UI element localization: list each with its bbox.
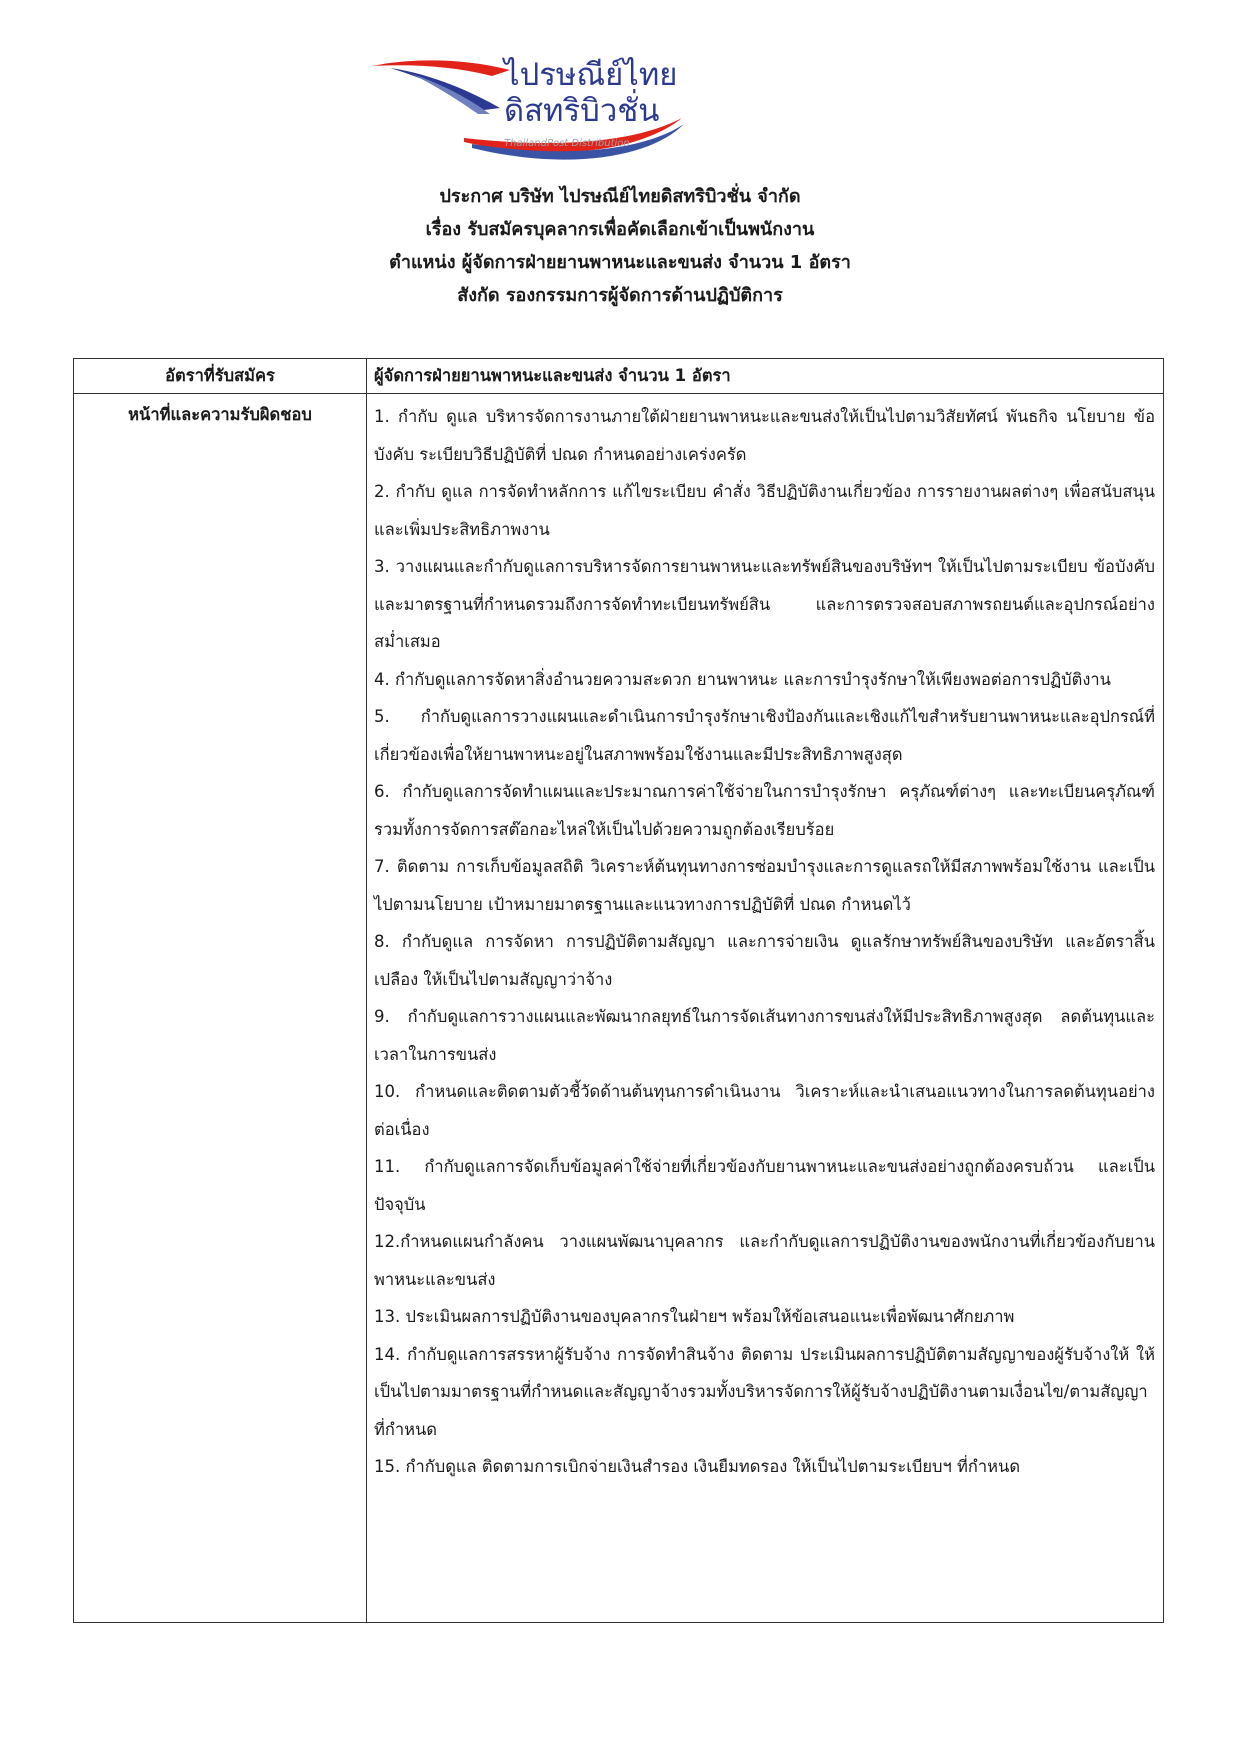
duty-item-11: 11. กำกับดูแลการจัดเก็บข้อมูลค่าใช้จ่ายที่เกี่ยวข้องกับยานพาหนะและขนส่งอย่างถูกต้องครบถ้วน และเป็นปัจจุบัน xyxy=(374,1157,1155,1214)
duty-item-4: 4. กำกับดูแลการจัดหาสิ่งอำนวยความสะดวก ยานพาหนะ และการบำรุงรักษาให้เพียงพอต่อการปฏิบัติงาน xyxy=(374,669,1111,689)
header-cell-position: ผู้จัดการฝ่ายยานพาหนะและขนส่ง จำนวน 1 อัตรา xyxy=(367,359,1164,394)
heading-title: ประกาศ บริษัท ไปรษณีย์ไทยดิสทริบิวชั่น จำกัด xyxy=(439,186,801,207)
logo-text-line2: ดิสทริบิวชั่น xyxy=(504,93,660,129)
header-cell-rate: อัตราที่รับสมัคร xyxy=(74,359,367,394)
company-logo xyxy=(372,52,772,164)
duty-item-14: 14. กำกับดูแลการสรรหาผู้รับจ้าง การจัดทำสินจ้าง ติดตาม ประเมินผลการปฏิบัติตามสัญญาของผู้รับจ้างให้ ให้เป็นไปตามมาตรฐานที่กำหนดและสัญญาจ้างรวมทั้งบริหารจัดการให้ผู้รับจ้างปฏิบัติงานตามเงื่อนไข/ตามสัญญาที่กำหนด xyxy=(374,1344,1155,1439)
duty-item-3: 3. วางแผนและกำกับดูแลการบริหารจัดการยานพาหนะและทรัพย์สินของบริษัทฯ ให้เป็นไปตามระเบียบ ข้อบังคับและมาตรฐานที่กำหนดรวมถึงการจัดทำทะเบียนทรัพย์สิน และการตรวจสอบสภาพรถยนต์และอุปกรณ์อย่างสม่ำเสมอ xyxy=(374,557,1155,651)
duty-item-6: 6. กำกับดูแลการจัดทำแผนและประมาณการค่าใช้จ่ายในการบำรุงรักษา ครุภัณฑ์ต่างๆ และทะเบียนครุภัณฑ์ รวมทั้งการจัดการสต๊อกอะไหล่ให้เป็นไปด้วยความถูกต้องเรียบร้อย xyxy=(374,782,1155,839)
heading-position: ตำแหน่ง ผู้จัดการฝ่ายยานพาหนะและขนส่ง จำนวน 1 อัตรา xyxy=(389,252,851,273)
duty-item-12: 12.กำหนดแผนกำลังคน วางแผนพัฒนาบุคลากร และกำกับดูแลการปฏิบัติงานของพนักงานที่เกี่ยวข้องกับยานพาหนะและขนส่ง xyxy=(374,1232,1155,1289)
table-row xyxy=(74,394,1164,1623)
duties-cell xyxy=(367,394,1164,1623)
duty-item-9: 9. กำกับดูแลการวางแผนและพัฒนากลยุทธ์ในการจัดเส้นทางการขนส่งให้มีประสิทธิภาพสูงสุด ลดต้นทุนและเวลาในการขนส่ง xyxy=(374,1007,1155,1064)
announcement-heading xyxy=(0,180,1240,312)
duty-item-13: 13. ประเมินผลการปฏิบัติงานของบุคลากรในฝ่ายฯ พร้อมให้ข้อเสนอแนะเพื่อพัฒนาศักยภาพ xyxy=(374,1307,1015,1326)
table-header-row xyxy=(74,359,1164,394)
heading-department: สังกัด รองกรรมการผู้จัดการด้านปฏิบัติการ xyxy=(457,285,783,306)
duty-item-2: 2. กำกับ ดูแล การจัดทำหลักการ แก้ไขระเบียบ คำสั่ง วิธีปฏิบัติงานเกี่ยวข้อง การรายงานผลต่างๆ เพื่อสนับสนุนและเพิ่มประสิทธิภาพงาน xyxy=(374,482,1155,539)
duty-item-10: 10. กำหนดและติดตามตัวชี้วัดด้านต้นทุนการดำเนินงาน วิเคราะห์และนำเสนอแนวทางในการลดต้นทุนอย่างต่อเนื่อง xyxy=(374,1082,1155,1139)
duty-item-8: 8. กำกับดูแล การจัดหา การปฏิบัติตามสัญญา และการจ่ายเงิน ดูแลรักษาทรัพย์สินของบริษัท และอัตราสิ้นเปลือง ให้เป็นไปตามสัญญาว่าจ้าง xyxy=(374,932,1155,989)
logo-text-line1: ไปรษณีย์ไทย xyxy=(504,57,678,93)
section-label-duties: หน้าที่และความรับผิดชอบ xyxy=(74,394,367,1623)
logo-subtitle: ThailandPost Distribution xyxy=(504,138,630,149)
heading-subject: เรื่อง รับสมัครบุคลากรเพื่อคัดเลือกเข้าเป็นพนักงาน xyxy=(425,219,815,240)
duty-item-7: 7. ติดตาม การเก็บข้อมูลสถิติ วิเคราะห์ต้นทุนทางการซ่อมบำรุงและการดูแลรถให้มีสภาพพร้อมใช้งาน และเป็นไปตามนโยบาย เป้าหมายมาตรฐานและแนวทางการปฏิบัติที่ ปณด กำหนดไว้ xyxy=(374,857,1155,914)
duty-item-15: 15. กำกับดูแล ติดตามการเบิกจ่ายเงินสำรอง เงินยืมทดรอง ให้เป็นไปตามระเบียบฯ ที่กำหนด xyxy=(374,1457,1021,1476)
duty-item-5: 5. กำกับดูแลการวางแผนและดำเนินการบำรุงรักษาเชิงป้องกันและเชิงแก้ไขสำหรับยานพาหนะและอุปกรณ์ที่เกี่ยวข้องเพื่อให้ยานพาหนะอยู่ในสภาพพร้อมใช้งานและมีประสิทธิภาพสูงสุด xyxy=(374,707,1155,764)
duty-item-1: 1. กำกับ ดูแล บริหารจัดการงานภายใต้ฝ่ายยานพาหนะและขนส่งให้เป็นไปตามวิสัยทัศน์ พันธกิจ นโยบาย ข้อบังคับ ระเบียบวิธีปฏิบัติที่ ปณด กำหนดอย่างเคร่งครัด xyxy=(374,407,1155,464)
job-details-table xyxy=(73,358,1164,1623)
